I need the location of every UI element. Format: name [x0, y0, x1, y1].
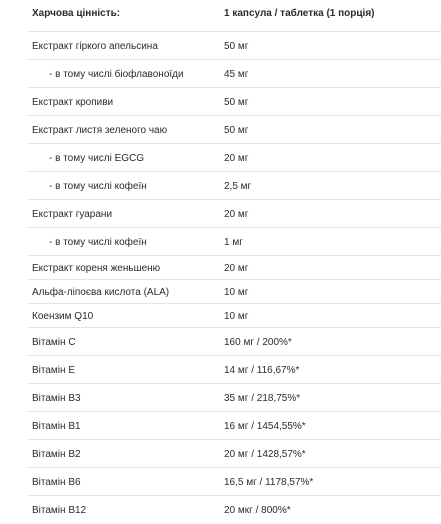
- table-row: [28, 256, 441, 280]
- table-row: [28, 328, 441, 356]
- table-row: [28, 144, 441, 172]
- ingredient-amount: 50 мг: [224, 97, 249, 108]
- ingredient-name: Вітамін B2: [32, 449, 81, 460]
- ingredient-name: Екстракт гіркого апельсина: [32, 41, 158, 52]
- table-row: [28, 228, 441, 256]
- table-row: [28, 412, 441, 440]
- ingredient-name: Вітамін C: [32, 337, 76, 348]
- table-row: [28, 32, 441, 60]
- table-header-row: [28, 0, 441, 32]
- nutrition-table: [28, 0, 441, 524]
- ingredient-name: - в тому числі EGCG: [49, 153, 145, 164]
- ingredient-name: Вітамін E: [32, 365, 75, 376]
- ingredient-name: Коензим Q10: [32, 311, 94, 322]
- ingredient-amount: 50 мг: [224, 125, 249, 136]
- header-nutrition-label: Харчова цінність:: [32, 8, 121, 19]
- ingredient-amount: 2,5 мг: [224, 181, 252, 192]
- table-row: [28, 60, 441, 88]
- table-row: [28, 496, 441, 524]
- ingredient-amount: 160 мг / 200%*: [224, 337, 292, 348]
- ingredient-amount: 45 мг: [224, 69, 249, 80]
- ingredient-amount: 35 мг / 218,75%*: [224, 393, 301, 404]
- ingredient-name: Екстракт кореня женьшеню: [32, 263, 161, 274]
- ingredient-amount: 16 мг / 1454,55%*: [224, 421, 306, 432]
- ingredient-amount: 14 мг / 116,67%*: [224, 365, 300, 376]
- ingredient-name: Альфа-ліпоєва кислота (ALA): [32, 287, 170, 298]
- ingredient-amount: 10 мг: [224, 287, 249, 298]
- ingredient-amount: 16,5 мг / 1178,57%*: [224, 477, 314, 488]
- ingredient-name: - в тому числі кофеїн: [49, 181, 147, 192]
- header-serving-label: 1 капсула / таблетка (1 порція): [224, 8, 375, 19]
- ingredient-amount: 20 мг: [224, 209, 249, 220]
- ingredient-name: - в тому числі кофеїн: [49, 237, 147, 248]
- table-row: [28, 440, 441, 468]
- table-row: [28, 384, 441, 412]
- ingredient-name: Вітамін B1: [32, 421, 81, 432]
- ingredient-name: Екстракт листя зеленого чаю: [32, 125, 168, 136]
- ingredient-amount: 1 мг: [224, 237, 243, 248]
- table-row: [28, 88, 441, 116]
- ingredient-amount: 20 мкг / 800%*: [224, 505, 291, 516]
- ingredient-name: Вітамін B6: [32, 477, 81, 488]
- ingredient-amount: 10 мг: [224, 311, 249, 322]
- ingredient-name: - в тому числі біофлавоноїди: [49, 69, 184, 80]
- ingredient-name: Вітамін B12: [32, 505, 87, 516]
- table-row: [28, 172, 441, 200]
- table-row: [28, 280, 441, 304]
- ingredient-name: Екстракт кропиви: [32, 97, 114, 108]
- ingredient-amount: 20 мг: [224, 263, 249, 274]
- ingredient-amount: 20 мг: [224, 153, 249, 164]
- table-row: [28, 200, 441, 228]
- table-row: [28, 356, 441, 384]
- ingredient-name: Вітамін B3: [32, 393, 81, 404]
- ingredient-name: Екстракт гуарани: [32, 209, 113, 220]
- table-row: [28, 468, 441, 496]
- ingredient-amount: 20 мг / 1428,57%*: [224, 449, 306, 460]
- ingredient-amount: 50 мг: [224, 41, 249, 52]
- table-row: [28, 116, 441, 144]
- table-row: [28, 304, 441, 328]
